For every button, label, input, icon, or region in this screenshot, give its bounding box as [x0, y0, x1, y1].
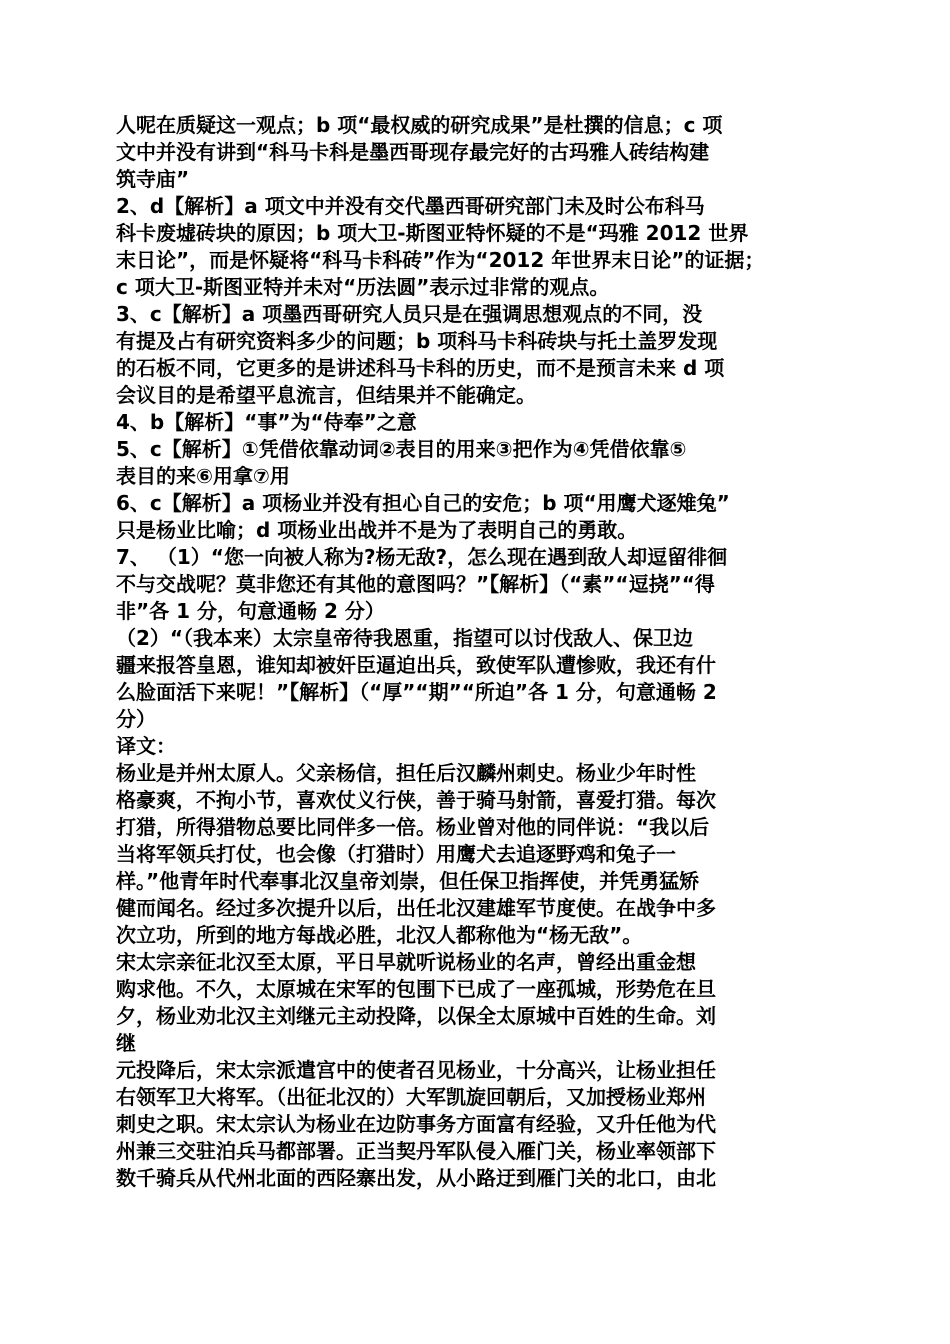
document-page [116, 112, 840, 1192]
text-line: 购求他。不久，太原城在宋军的包围下已成了一座孤城，形势危在旦 [116, 977, 716, 1001]
text-line: 样。”他青年时代奉事北汉皇帝刘崇，但任保卫指挥使，并凭勇猛矫 [116, 869, 700, 893]
text-line: 分） [116, 707, 156, 731]
text-line: 会议目的是希望平息流言，但结果并不能确定。 [116, 383, 536, 407]
text-line: 2、d【解析】a 项文中并没有交代墨西哥研究部门未及时公布科马 [116, 194, 705, 218]
text-line: 6、c【解析】a 项杨业并没有担心自己的安危；b 项“用鹰犬逐雉兔” [116, 491, 730, 515]
text-line: 打猎，所得猎物总要比同伴多一倍。杨业曾对他的同伴说：“我以后 [116, 815, 710, 839]
text-line: 5、c【解析】①凭借依靠动词②表目的用来③把作为④凭借依靠⑤ [116, 437, 687, 461]
text-line: 元投降后，宋太宗派遣宫中的使者召见杨业，十分高兴，让杨业担任 [116, 1058, 716, 1082]
text-line: 筑寺庙” [116, 167, 190, 191]
text-line: 州兼三交驻泊兵马都部署。正当契丹军队侵入雁门关，杨业率领部下 [116, 1139, 716, 1163]
text-line: 非”各 1 分，句意通畅 2 分） [116, 599, 385, 623]
text-line: 当将军领兵打仗，也会像（打猎时）用鹰犬去追逐野鸡和兔子一 [116, 842, 676, 866]
text-line: 夕，杨业劝北汉主刘继元主动投降，以保全太原城中百姓的生命。刘 [116, 1004, 716, 1028]
text-line: 科卡废墟砖块的原因；b 项大卫-斯图亚特怀疑的不是“玛雅 2012 世界 [116, 221, 749, 245]
text-line: 4、b【解析】“事”为“侍奉”之意 [116, 410, 417, 434]
text-line: 数千骑兵从代州北面的西陉寨出发，从小路迂到雁门关的北口，由北 [116, 1166, 716, 1190]
text-line: 只是杨业比喻；d 项杨业出战并不是为了表明自己的勇敢。 [116, 518, 638, 542]
text-line: c 项大卫-斯图亚特并未对“历法圆”表示过非常的观点。 [116, 275, 610, 299]
text-line: 的石板不同，它更多的是讲述科马卡科的历史，而不是预言未来 d 项 [116, 356, 725, 380]
text-line: （2）“（我本来）太宗皇帝待我恩重，指望可以讨伐敌人、保卫边 [116, 626, 694, 650]
text-line: 表目的来⑥用拿⑦用 [116, 464, 290, 488]
text-line: 文中并没有讲到“科马卡科是墨西哥现存最完好的古玛雅人砖结构建 [116, 140, 710, 164]
text-line: 7、 （1）“您一向被人称为?杨无敌?，怎么现在遇到敌人却逗留徘徊 [116, 545, 728, 569]
text-line: 健而闻名。经过多次提升以后，出任北汉建雄军节度使。在战争中多 [116, 896, 716, 920]
text-line: 杨业是并州太原人。父亲杨信，担任后汉麟州刺史。杨业少年时性 [116, 761, 696, 785]
text-line: 译文： [116, 734, 176, 758]
text-line: 次立功，所到的地方每战必胜，北汉人都称他为“杨无敌”。 [116, 923, 643, 947]
text-line: 么脸面活下来呢！”【解析】（“厚”“期”“所迫”各 1 分，句意通畅 2 [116, 680, 717, 704]
text-line: 右领军卫大将军。（出征北汉的）大军凯旋回朝后，又加授杨业郑州 [116, 1085, 706, 1109]
text-line: 末日论”，而是怀疑将“科马卡科砖”作为“2012 年世界末日论”的证据； [116, 248, 765, 272]
text-line: 宋太宗亲征北汉至太原，平日早就听说杨业的名声，曾经出重金想 [116, 950, 696, 974]
text-line: 继 [116, 1031, 136, 1055]
text-line: 人呢在质疑这一观点；b 项“最权威的研究成果”是杜撰的信息；c 项 [116, 113, 723, 137]
text-line: 不与交战呢？莫非您还有其他的意图吗？”【解析】（“素”“逗挠”“得 [116, 572, 715, 596]
text-line: 3、c【解析】a 项墨西哥研究人员只是在强调思想观点的不同，没 [116, 302, 703, 326]
text-line: 刺史之职。宋太宗认为杨业在边防事务方面富有经验，又升任他为代 [116, 1112, 716, 1136]
text-line: 疆来报答皇恩，谁知却被奸臣逼迫出兵，致使军队遭惨败，我还有什 [116, 653, 716, 677]
text-line: 有提及占有研究资料多少的问题；b 项科马卡科砖块与托土盖罗发现 [116, 329, 718, 353]
text-line: 格豪爽，不拘小节，喜欢仗义行侠，善于骑马射箭，喜爱打猎。每次 [116, 788, 716, 812]
